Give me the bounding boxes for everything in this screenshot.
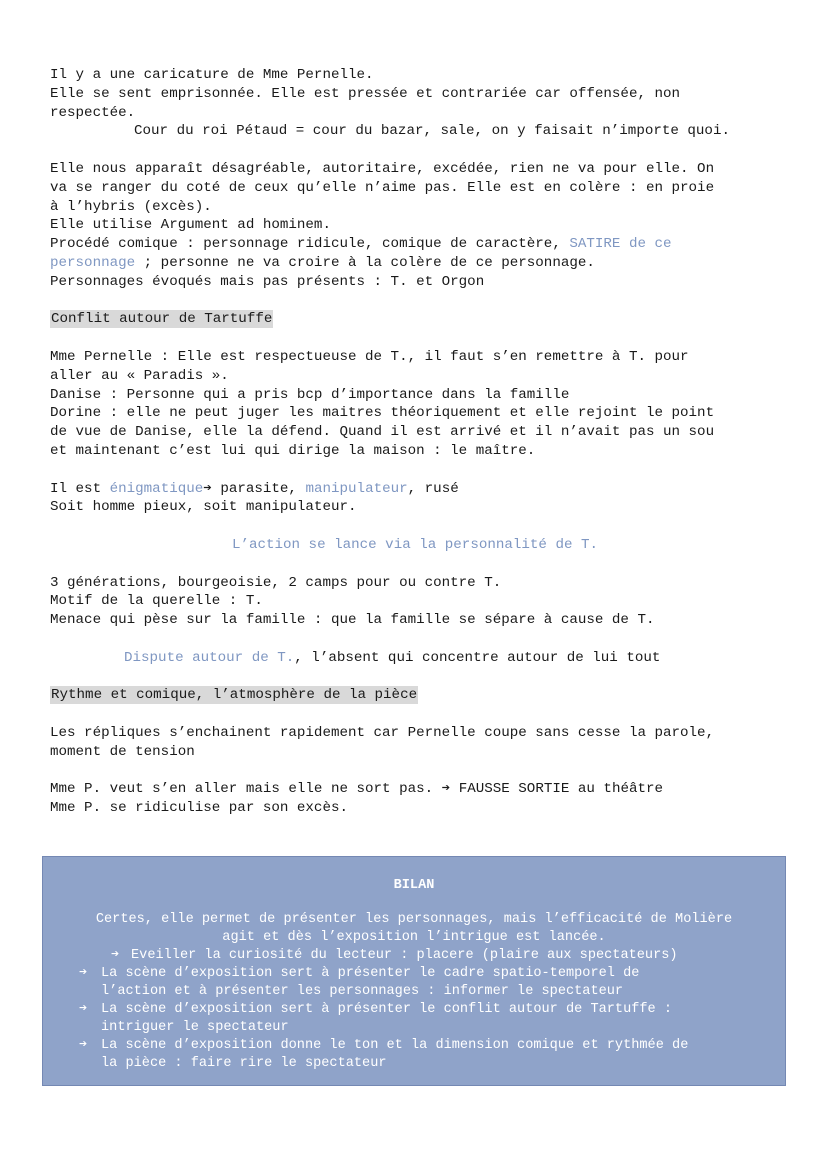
text-line (50, 480, 780, 499)
bilan-title: BILAN (393, 878, 435, 893)
text-line: La scène d’exposition sert à présenter le conflit autour de Tartuffe : (101, 1002, 673, 1017)
arrow-icon: ➔ (79, 966, 88, 981)
text-line: Personnages évoqués mais pas présents : T. et Orgon (50, 273, 485, 290)
text-line: Soit homme pieux, soit manipulateur. (50, 499, 357, 516)
text-line: intriguer le spectateur (101, 1020, 289, 1035)
highlighted-term: énigmatique (109, 480, 204, 497)
text-line: aller au « Paradis ». (50, 367, 229, 384)
highlighted-term: Dispute autour de T. (124, 649, 295, 666)
bilan-item (43, 965, 785, 1001)
bilan-item (43, 1001, 785, 1037)
text-line: Mme Pernelle : Elle est respectueuse de T., il faut s’en remettre à T. pour (50, 348, 689, 365)
highlighted-term: manipulateur (305, 480, 408, 497)
document-body (50, 66, 780, 818)
text-line: respectée. (50, 104, 136, 121)
text-span: Procédé comique : personnage ridicule, comique de caractère, (50, 236, 570, 253)
text-line: et maintenant c’est lui qui dirige la maison : le maître. (50, 442, 536, 459)
text-line: Cour du roi Pétaud = cour du bazar, sale, on y faisait n’importe quoi. (134, 123, 730, 140)
text-line: Elle utilise Argument ad hominem. (50, 217, 331, 234)
text-span: , l’absent qui concentre autour de lui tout (294, 649, 661, 666)
arrow-icon: ➔ (79, 1002, 88, 1017)
heading-highlight: Rythme et comique, l’atmosphère de la pièce (51, 687, 418, 704)
text-span: , rusé (407, 480, 459, 497)
text-line: la pièce : faire rire le spectateur (101, 1056, 387, 1071)
text-line: Motif de la querelle : T. (50, 593, 263, 610)
text-line: Dorine : elle ne peut juger les maitres théoriquement et elle rejoint le point (50, 405, 715, 422)
heading-highlight: Conflit autour de Tartuffe (51, 311, 273, 328)
text-line: Eveiller la curiosité du lecteur : placere (plaire aux spectateurs) (131, 948, 678, 963)
text-line: Elle se sent emprisonnée. Elle est pressée et contrariée car offensée, non (50, 85, 681, 102)
arrow-icon: ➔ (111, 948, 120, 963)
text-line: La scène d’exposition sert à présenter le cadre spatio-temporel de (101, 966, 640, 981)
text-line: 3 générations, bourgeoisie, 2 camps pour ou contre T. (50, 574, 502, 591)
text-line: agit et dès l’exposition l’intrigue est lancée. (222, 930, 606, 945)
arrow-icon: ➔ (79, 1038, 88, 1053)
bilan-box (42, 856, 786, 1086)
text-line: Il y a une caricature de Mme Pernelle. (50, 67, 374, 83)
text-span: Il est (50, 480, 110, 497)
section-heading-conflit (50, 310, 780, 329)
text-line: Les répliques s’enchainent rapidement car Pernelle coupe sans cesse la parole, (50, 724, 715, 741)
text-line (50, 649, 780, 668)
text-line: Certes, elle permet de présenter les personnages, mais l’efficacité de Molière (95, 912, 733, 927)
text-line: Elle nous apparaît désagréable, autoritaire, excédée, rien ne va pour elle. On (50, 160, 715, 177)
highlighted-term: SATIRE de ce (569, 236, 672, 253)
centered-note: L’action se lance via la personnalité de T. (231, 536, 599, 553)
text-line: Menace qui pèse sur la famille : que la famille se sépare à cause de T. (50, 612, 655, 629)
bilan-intro (43, 911, 785, 947)
text-line: moment de tension (50, 743, 195, 760)
text-line: va se ranger du coté de ceux qu’elle n’aime pas. Elle est en colère : en proie (50, 179, 715, 196)
text-line: Mme P. veut s’en aller mais elle ne sort pas. ➔ FAUSSE SORTIE au théâtre (50, 781, 664, 798)
text-line: l’action et à présenter les personnages : informer le spectateur (101, 984, 624, 999)
text-line: La scène d’exposition donne le ton et la dimension comique et rythmée de (101, 1038, 689, 1053)
text-line: Danise : Personne qui a pris bcp d’importance dans la famille (50, 386, 570, 403)
highlighted-term: personnage (50, 254, 136, 271)
text-span: ➔ parasite, (203, 480, 306, 497)
section-heading-rythme (50, 686, 780, 705)
text-line: de vue de Danise, elle la défend. Quand il est arrivé et il n’avait pas un sou (50, 424, 715, 441)
text-line (50, 235, 780, 254)
text-line (50, 254, 780, 273)
text-line: Mme P. se ridiculise par son excès. (50, 800, 348, 817)
bilan-item (43, 1037, 785, 1073)
text-line: à l’hybris (excès). (50, 198, 212, 215)
text-span: ; personne ne va croire à la colère de ce personnage. (135, 254, 595, 271)
bilan-item (43, 947, 785, 965)
